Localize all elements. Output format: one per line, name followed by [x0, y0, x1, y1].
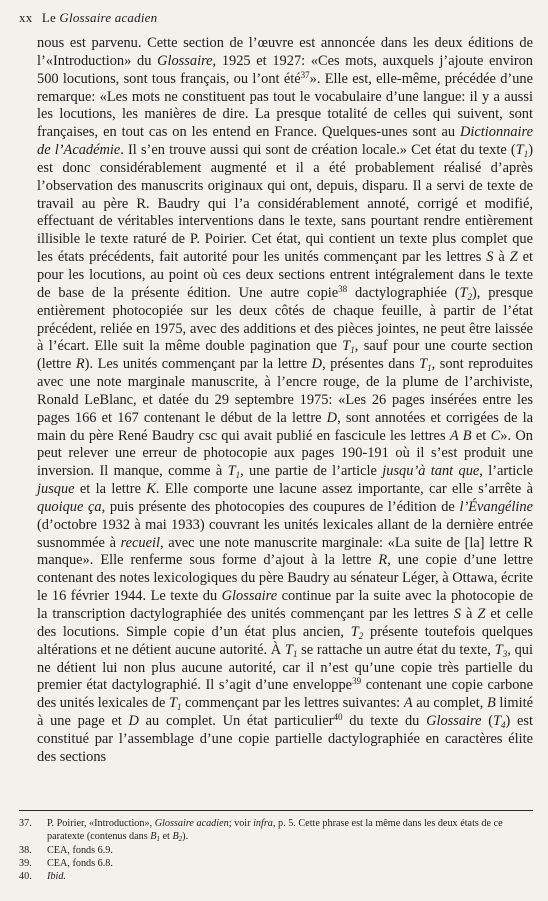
text-run: limité à une page et	[37, 695, 534, 730]
text-run: , sont reproduites avec une note marginale manuscrite, à l’encre rouge, de la plume de l’archiviste, Ronald LeBlanc, et datée du 29 septembre 1975: «Les 26 pages insérées entre les pages 166 et 167 contenant le début de la lettre	[37, 356, 533, 426]
state-symbol: T	[350, 623, 359, 640]
text-run: ), presque entièrement photocopiée sur les deux côtés de chaque feuille, à partir de l’état précédent, reliée en 1975, avec des additions et des pièces jointes, ne peut être laissée à l’écart. Elle suit la même double pagination que	[37, 284, 533, 355]
text-run: , puis présente des photocopies des coupures de l’édition de	[101, 498, 460, 515]
text-run: à	[460, 606, 478, 622]
text-run: ». Elle est, elle-même, précédée d’une remarque: «Les mots ne constituent pas tout le vocabulaire d’une langue: il y a aussi les locutions, les manières de dire. La presque totalité de celles qui suivent, sont françaises, en tout cas on les entend en France. Quelques-unes sont au	[37, 70, 533, 141]
running-title-italic: Glossaire acadien	[59, 10, 158, 25]
text-run: , 1925 et 1927: «Ces mots, auxquels j’ajoute environ 500 locutions, sont tous français, ou l’ont été	[37, 52, 533, 87]
italic-run: Z	[477, 606, 486, 622]
state-subscript: 1	[292, 648, 298, 659]
page-number: xx	[19, 10, 33, 25]
footnote-ref-40: 40	[333, 712, 343, 723]
state-symbol: T	[284, 641, 293, 658]
main-paragraph	[37, 35, 533, 767]
text-run: à	[493, 249, 510, 266]
footnote-text	[47, 818, 503, 842]
text-run: ) est donc considérablement augmenté et il a été probablement réalisé d’après l’observation des manuscrits originaux qui ont, depuis, disparu. Il a servi de texte de travail au père R. Baudry qui l’a considérablement annoté, corrigé et modifié, effectuant de véritables interventions dans le texte, sans pourtant rendre entièrement illisible le texte raturé de P. Poirier. Cet état, qui contient un texte plus complet que les états précédents, fait autorité pour les unités commençant par les lettres	[37, 142, 533, 266]
footnote-separator	[19, 810, 533, 811]
state-symbol: T	[459, 284, 468, 301]
footnote-text: Ibid.	[47, 871, 66, 883]
footnote-number: 39.	[19, 857, 32, 869]
text-run: (d’octobre 1932 à mai 1933) couvrant les unités lexicales allant de la dernière entrée susnommée à	[37, 516, 533, 551]
italic-run: S	[453, 606, 461, 622]
footnote-39	[19, 857, 533, 870]
text-run: , avec une note manuscrite marginale: «La suite de [la] lettre R manque». Elle renferme sous forme d’ajout à la lettre	[37, 534, 533, 569]
text-run: , une partie de l’article	[240, 463, 383, 480]
italic-run: R	[75, 356, 85, 373]
state-symbol: T	[227, 463, 236, 480]
text-run: et	[471, 427, 491, 444]
footnotes	[19, 817, 533, 883]
state-symbol: T	[515, 142, 524, 159]
italic-run: infra	[253, 818, 273, 829]
italic-run: D	[326, 409, 338, 426]
state-subscript: 1	[156, 835, 160, 844]
text-run: présente toutefois quelques altérations et ne détient aucune autorité. À	[37, 623, 533, 658]
text-run: , présentes dans	[322, 356, 420, 373]
text-run: dactylographiée (	[347, 284, 460, 301]
state-symbol: T	[342, 338, 351, 355]
italic-run: Z	[509, 249, 518, 266]
text-run: , sont annotées et corrigées de la main du père René Baudry csc qui avait publié en fascicule les lettres	[37, 409, 534, 444]
state-subscript: 4	[501, 720, 506, 731]
text-run: . Elle comporte une lacune assez importante, car elle s’arrête à	[155, 481, 533, 498]
italic-run: Dictionnaire de l’Académie	[37, 124, 533, 159]
footnote-ref-37: 37	[300, 69, 310, 80]
running-title-roman: Le	[41, 10, 60, 25]
state-subscript: 2	[358, 630, 364, 641]
state-subscript: 1	[427, 363, 432, 374]
running-title	[42, 10, 157, 25]
text-run: et celle des locutions. Simple copie d’un état plus ancien,	[37, 606, 533, 640]
footnote-text: CEA, fonds 6.9.	[47, 844, 113, 856]
text-run: se rattache un autre état du texte,	[297, 641, 495, 658]
footnote-number: 37.	[19, 818, 32, 829]
italic-run: jusqu’à tant que	[382, 463, 480, 480]
italic-run: Glossaire	[221, 588, 278, 605]
text-run: au complet. Un état particulier	[138, 713, 334, 730]
text-run: P. Poirier, «Introduction»,	[47, 818, 155, 829]
text-run: . Il s’en trouve aussi qui sont de création locale.» Cet état du texte (	[120, 142, 516, 159]
text-run: (	[481, 713, 494, 730]
italic-run: l’Évangéline	[459, 498, 533, 515]
footnote-ref-38: 38	[338, 283, 348, 294]
text-run: commençant par les lettres suivantes:	[181, 695, 404, 712]
italic-run: A	[403, 695, 413, 712]
text-run: ; voir	[228, 818, 254, 829]
footnote-ref-39: 39	[352, 676, 362, 687]
footnote-text: CEA, fonds 6.8.	[47, 857, 113, 869]
state-symbol: T	[493, 713, 502, 730]
text-run: et	[159, 831, 173, 843]
text-run: ) est constitué par l’assemblage d’une copie partielle dactylographiée en caractères élite des sections	[37, 713, 534, 765]
text-run: , p. 5. Cette phrase est la même dans les deux états de ce paratexte (contenus dans	[47, 818, 503, 843]
text-run: contenant une copie carbone des unités lexicales de	[37, 677, 533, 712]
state-subscript: 2	[467, 291, 473, 302]
text-run: et la lettre	[74, 481, 147, 498]
footnote-40	[19, 870, 533, 883]
running-head	[19, 10, 157, 26]
footnote-37	[19, 817, 533, 844]
italic-run: S	[486, 249, 494, 266]
italic-run: R	[378, 552, 388, 569]
italic-run: recueil	[120, 534, 160, 551]
italic-run: K	[146, 481, 156, 498]
italic-run: B	[487, 695, 496, 712]
text-run: au complet,	[412, 695, 488, 712]
italic-run: Glossaire	[157, 52, 213, 69]
text-run: ». On peut relever une erreur de photocopie aux pages 190-191 où il s’est produit une inversion. Il manque, comme à	[37, 427, 533, 480]
text-run: continue par la suite avec la photocopie de la transcription dactylographiée des unités commençant par les lettres	[37, 588, 533, 622]
italic-run: D	[128, 713, 139, 730]
italic-run: C	[490, 427, 501, 444]
state-symbol: B	[172, 831, 179, 843]
text-run: ).	[182, 831, 189, 843]
state-subscript: 1	[523, 149, 529, 160]
text-run: , sauf pour une courte section (lettre	[37, 338, 534, 373]
italic-run: D	[311, 356, 323, 373]
footnote-38	[19, 844, 533, 857]
state-subscript: 1	[235, 470, 241, 481]
text-run: et pour les locutions, au point où ces deux sections entrent intégralement dans le texte de base de la présente édition. Une autre copie	[37, 249, 533, 301]
text-run: nous est parvenu. Cette section de l’œuvre est annoncée dans les deux éditions de l’«Introduction» du	[37, 35, 533, 69]
italic-run: quoique ça	[37, 498, 102, 515]
footnote-number: 38.	[19, 844, 32, 856]
state-subscript: 1	[176, 702, 182, 713]
state-symbol: T	[168, 695, 177, 712]
state-subscript: 1	[350, 345, 355, 356]
state-symbol: B	[150, 831, 157, 843]
text-run: ). Les unités commençant par la lettre	[84, 356, 312, 373]
italic-run: Glossaire acadien	[154, 818, 229, 829]
state-symbol: T	[494, 641, 503, 658]
text-run: , qui ne détient lui non plus aucune autorité, car il n’est qu’une copie très partielle du premier état dactylographié. Il s’agit d’une enveloppe	[37, 641, 533, 694]
state-subscript: 2	[178, 835, 183, 844]
text-run: , l’article	[479, 463, 533, 480]
italic-run: A B	[449, 427, 472, 444]
italic-run: jusque	[37, 481, 75, 498]
text-run: du texte du	[342, 713, 427, 730]
footnote-number: 40.	[19, 871, 32, 883]
state-subscript: 3	[502, 648, 508, 659]
text-run: , une copie d’une lettre contenant des notes lexicologiques du père Baudry au sénateur Léger, à Ottawa, écrite le 16 février 1944. Le texte du	[37, 552, 534, 605]
italic-run: Glossaire	[426, 713, 482, 730]
state-symbol: T	[419, 356, 428, 373]
